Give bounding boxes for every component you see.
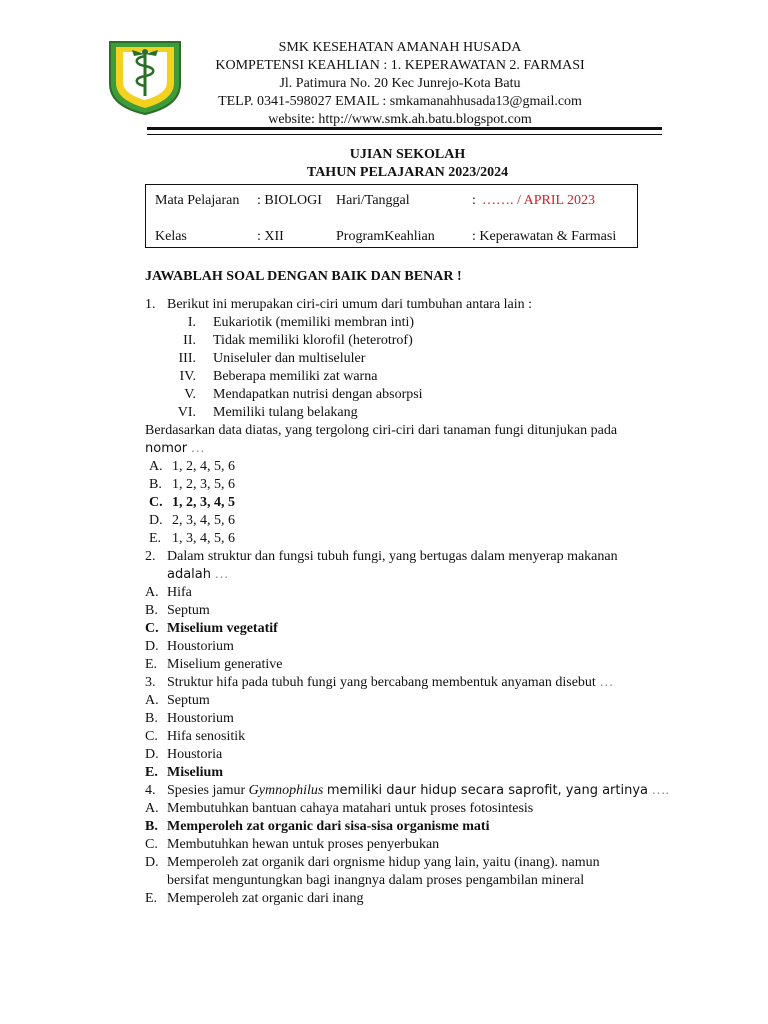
header-rule-thin <box>147 134 662 135</box>
q3-option-text: Houstorium <box>167 711 234 726</box>
q3-option-text-answer: Miselium <box>167 765 223 780</box>
q1-option-text: 2, 3, 4, 5, 6 <box>172 513 235 528</box>
q2-option-text: Houstorium <box>167 639 234 654</box>
q1-option-letter: B. <box>149 477 162 492</box>
day-dots: ……. <box>482 193 514 208</box>
day-label: Hari/Tanggal <box>336 193 410 208</box>
q2-text-cont: adalah <box>167 567 212 582</box>
q2-option-text-answer: Miselium vegetatif <box>167 621 278 636</box>
q1-option-letter: A. <box>149 459 163 474</box>
competency: KOMPETENSI KEAHLIAN : 1. KEPERAWATAN 2. FARMASI <box>215 58 585 73</box>
q2-option-text: Hifa <box>167 585 192 600</box>
q1-option-text: 1, 2, 4, 5, 6 <box>172 459 235 474</box>
q4-option-letter: D. <box>145 855 159 870</box>
q1-item-text: Mendapatkan nutrisi dengan absorpsi <box>213 387 423 402</box>
q1-item-num: IV. <box>179 369 196 384</box>
address: Jl. Patimura No. 20 Kec Junrejo-Kota Batu <box>279 76 521 91</box>
q4-option-letter-answer: B. <box>145 819 158 834</box>
q2-dots: … <box>214 567 229 582</box>
q1-item-text: Memiliki tulang belakang <box>213 405 358 420</box>
q4-option-text: Memperoleh zat organik dari orgnisme hidup yang lain, yaitu (inang). namun <box>167 855 600 870</box>
q2-number: 2. <box>145 549 156 564</box>
header-rule-thick <box>147 127 662 130</box>
q4-number: 4. <box>145 783 156 798</box>
contact: TELP. 0341-598027 EMAIL : smkamanahhusada13@gmail.com <box>218 94 582 109</box>
exam-title: UJIAN SEKOLAH <box>349 147 466 162</box>
q2-option-text: Miselium generative <box>167 657 283 672</box>
school-name: SMK KESEHATAN AMANAH HUSADA <box>278 40 522 55</box>
q2-option-letter-answer: C. <box>145 621 159 636</box>
q1-item-num: I. <box>187 315 196 330</box>
q1-option-text: 1, 2, 3, 5, 6 <box>172 477 235 492</box>
exam-info-box <box>145 184 638 248</box>
website: website: http://www.smk.ah.batu.blogspot.com <box>268 112 532 127</box>
q3-option-text: Hifa senositik <box>167 729 246 744</box>
q3-option-letter: B. <box>145 711 158 726</box>
q4-option-text-cont: bersifat menguntungkan bagi inangnya dalam proses pengambilan mineral <box>167 873 585 888</box>
q4-text-b: memiliki daur hidup secara saprofit, yang artinya <box>326 783 649 798</box>
q4-species-name: Gymnophilus <box>248 783 324 798</box>
subject-value: : BIOLOGI <box>257 193 322 208</box>
q1-text: Berikut ini merupakan ciri-ciri umum dari tumbuhan antara lain : <box>167 297 533 312</box>
q1-dots: … <box>190 441 205 456</box>
class-label: Kelas <box>155 229 187 244</box>
q1-item-text: Eukariotik (memiliki membran inti) <box>213 315 415 330</box>
q3-number: 3. <box>145 675 156 690</box>
q3-option-letter: C. <box>145 729 158 744</box>
day-colon: : <box>472 193 476 208</box>
q2-option-letter: B. <box>145 603 158 618</box>
q3-dots: … <box>599 675 614 690</box>
q1-item-text: Uniseluler dan multiseluler <box>213 351 366 366</box>
exam-year: TAHUN PELAJARAN 2023/2024 <box>306 165 509 180</box>
q3-text: Struktur hifa pada tubuh fungi yang bercabang membentuk anyaman disebut <box>167 675 596 690</box>
q2-option-letter: A. <box>145 585 159 600</box>
q4-option-text: Membutuhkan hewan untuk proses penyerbukan <box>167 837 440 852</box>
q1-item-num: V. <box>184 387 196 402</box>
q4-option-letter: A. <box>145 801 159 816</box>
q3-option-letter-answer: E. <box>145 765 158 780</box>
q4-option-text-answer: Memperoleh zat organic dari sisa-sisa organisme mati <box>167 819 490 834</box>
q3-option-text: Septum <box>167 693 210 708</box>
q1-item-num: VI. <box>177 405 196 420</box>
q1-number: 1. <box>145 297 156 312</box>
q4-option-text: Memperoleh zat organic dari inang <box>167 891 364 906</box>
q1-option-text: 1, 3, 4, 5, 6 <box>172 531 235 546</box>
q1-option-letter-answer: C. <box>149 495 163 510</box>
day-value: / APRIL 2023 <box>517 193 596 208</box>
q4-dots: …. <box>651 783 670 798</box>
q2-text: Dalam struktur dan fungsi tubuh fungi, yang bertugas dalam menyerap makanan <box>167 549 618 564</box>
q1-item-text: Beberapa memiliki zat warna <box>213 369 378 384</box>
q4-option-letter: E. <box>145 891 158 906</box>
q4-option-letter: C. <box>145 837 158 852</box>
q2-option-letter: E. <box>145 657 158 672</box>
q4-option-text: Membutuhkan bantuan cahaya matahari untuk proses fotosintesis <box>167 801 534 816</box>
q4-text-a: Spesies jamur <box>167 783 246 798</box>
q3-option-letter: D. <box>145 747 159 762</box>
q1-option-letter: D. <box>149 513 163 528</box>
q1-item-num: II. <box>183 333 196 348</box>
subject-label: Mata Pelajaran <box>155 193 240 208</box>
q1-stem: Berdasarkan data diatas, yang tergolong ciri-ciri dari tanaman fungi ditunjukan pada <box>145 423 618 438</box>
class-value: : XII <box>257 229 284 244</box>
q1-option-letter: E. <box>149 531 162 546</box>
q1-stem-cont: nomor <box>145 441 188 456</box>
q3-option-text: Houstoria <box>167 747 223 762</box>
q2-option-letter: D. <box>145 639 159 654</box>
q1-item-num: III. <box>178 351 196 366</box>
q1-item-text: Tidak memiliki klorofil (heterotrof) <box>213 333 413 348</box>
instruction: JAWABLAH SOAL DENGAN BAIK DAN BENAR ! <box>145 269 462 284</box>
q3-option-letter: A. <box>145 693 159 708</box>
program-label: ProgramKeahlian <box>336 229 435 244</box>
program-value: : Keperawatan & Farmasi <box>472 229 617 244</box>
q1-option-text-answer: 1, 2, 3, 4, 5 <box>172 495 235 510</box>
q2-option-text: Septum <box>167 603 210 618</box>
